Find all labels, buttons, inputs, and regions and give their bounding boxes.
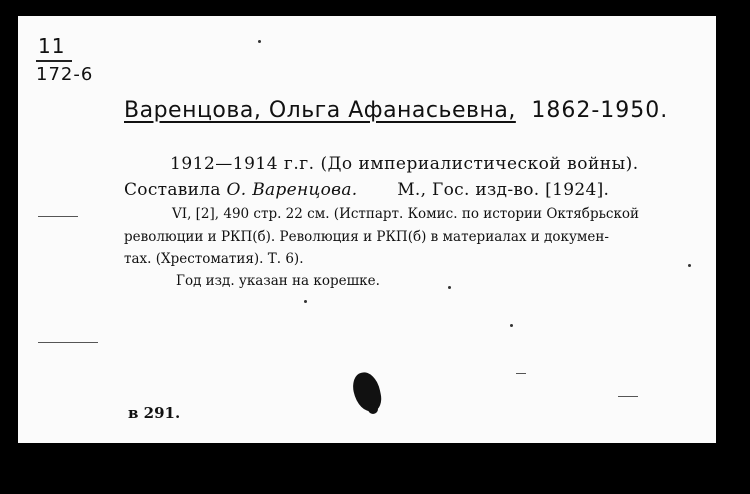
imprint: М., Гос. изд-во. [1924]. — [397, 180, 610, 200]
title-line: 1912—1914 г.г. (До империалистической войны). — [170, 154, 639, 174]
ink-blot — [350, 370, 384, 415]
author-name: Варенцова, Ольга Афанасьевна, — [124, 98, 516, 123]
speck — [448, 286, 451, 289]
compiler-prefix: Составила — [124, 180, 227, 200]
faint-rule — [38, 342, 98, 343]
collation-line-1: VI, [2], 490 стр. 22 см. (Истпарт. Комис. по истории Октябрьской — [172, 206, 640, 222]
catalog-card — [18, 16, 716, 443]
faint-rule — [618, 396, 638, 397]
speck — [688, 264, 691, 267]
speck — [304, 300, 307, 303]
ink-blot-drip — [368, 404, 378, 414]
collation-line-3: тах. (Хрестоматия). Т. 6). — [124, 251, 304, 267]
faint-rule — [516, 373, 526, 374]
speck — [510, 324, 513, 327]
faint-rule — [38, 216, 78, 217]
note-line: Год изд. указан на корешке. — [176, 273, 380, 289]
shelf-mark-top: 11 — [38, 34, 66, 58]
call-number: в 291. — [128, 404, 181, 422]
collation-line-2: революции и РКП(б). Революция и РКП(б) в материалах и докумен- — [124, 229, 609, 245]
compiler-name: О. Варенцова. — [226, 180, 358, 200]
speck — [258, 40, 261, 43]
shelf-mark-divider — [36, 60, 72, 62]
author-heading — [124, 98, 668, 123]
author-dates: 1862-1950. — [531, 98, 669, 123]
compiler-imprint-line — [124, 180, 609, 200]
shelf-mark-bottom: 172-6 — [36, 64, 94, 85]
